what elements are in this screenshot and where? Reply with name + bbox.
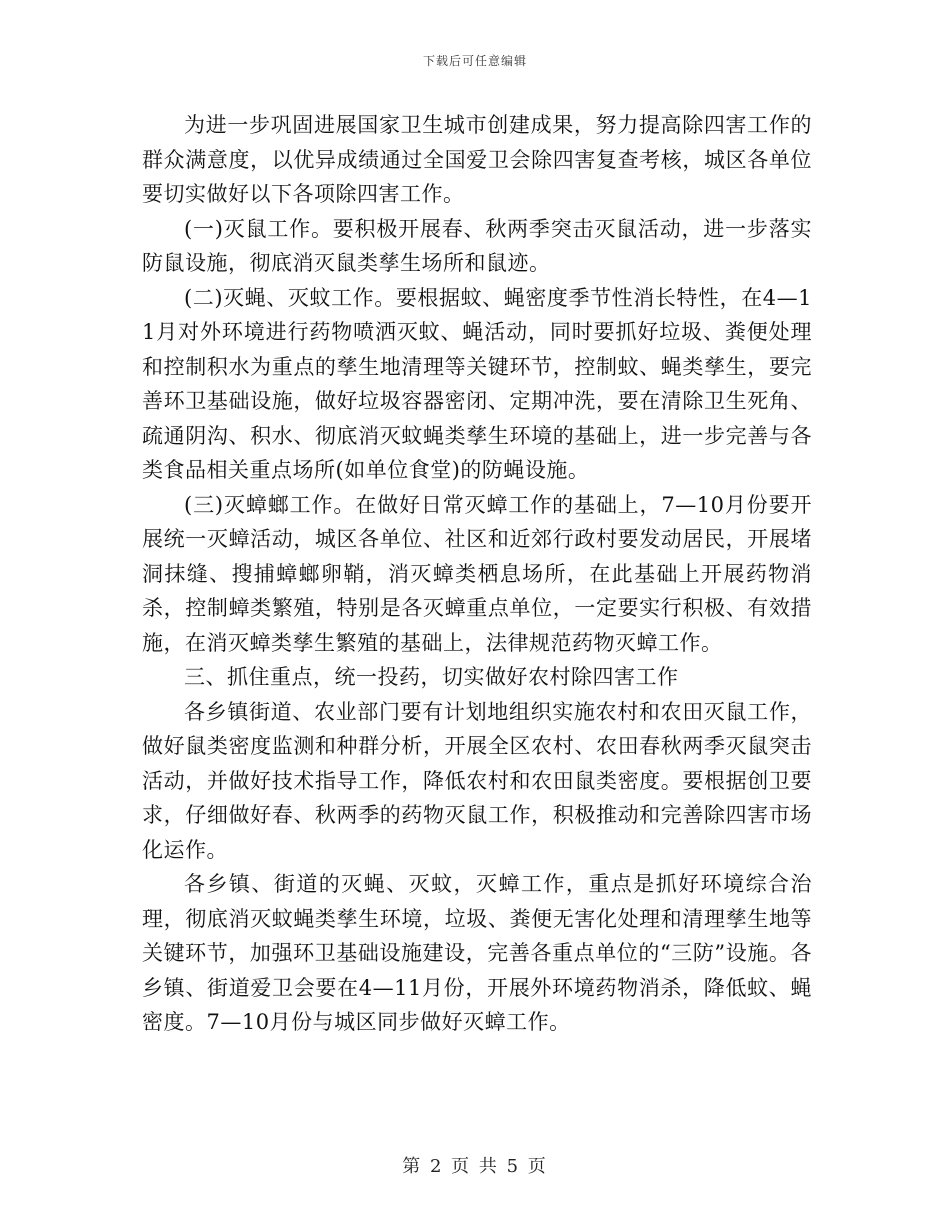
paragraph-rural-pests: 各乡镇、街道的灭蝇、灭蚊，灭蟑工作，重点是抓好环境综合治理，彻底消灭蚊蝇类孳生环境，垃圾、粪便无害化处理和清理孳生地等关键环节，加强环卫基础设施建设，完善各重点单位的“三防”设施。各乡镇、街道爱卫会要在4—11月份，开展外环境药物消杀，降低蚊、蝇密度。7—10月份与城区同步做好灭蟑工作。 bbox=[142, 872, 812, 1034]
section-heading-rural: 三、抓住重点，统一投药，切实做好农村除四害工作 bbox=[184, 665, 679, 689]
document-body bbox=[142, 108, 812, 1040]
page-number: 第 2 页 共 5 页 bbox=[402, 1156, 548, 1177]
paragraph-rodent-control: (一)灭鼠工作。要积极开展春、秋两季突击灭鼠活动，进一步落实防鼠设施，彻底消灭鼠类孳生场所和鼠迹。 bbox=[142, 216, 812, 275]
paragraph-fly-mosquito-control: (二)灭蝇、灭蚊工作。要根据蚊、蝇密度季节性消长特性，在4—11月对外环境进行药物喷洒灭蚊、蝇活动，同时要抓好垃圾、粪便处理和控制积水为重点的孳生地清理等关键环节，控制蚊、蝇类孳生，要完善环卫基础设施，做好垃圾容器密闭、定期冲洗，要在清除卫生死角、疏通阴沟、积水、彻底消灭蚊蝇类孳生环境的基础上，进一步完善与各类食品相关重点场所(如单位食堂)的防蝇设施。 bbox=[142, 285, 812, 482]
paragraph-cockroach-control: (三)灭蟑螂工作。在做好日常灭蟑工作的基础上，7—10月份要开展统一灭蟑活动，城区各单位、社区和近郊行政村要发动居民，开展堵洞抹缝、搜捕蟑螂卵鞘，消灭蟑类栖息场所，在此基础上开展药物消杀，控制蟑类繁殖，特别是各灭蟑重点单位，一定要实行积极、有效措施，在消灭蟑类孳生繁殖的基础上，法律规范药物灭蟑工作。 bbox=[142, 492, 812, 655]
page-header: 下载后可任意编辑 bbox=[422, 54, 527, 68]
paragraph-intro: 为进一步巩固进展国家卫生城市创建成果，努力提高除四害工作的群众满意度，以优异成绩通过全国爱卫会除四害复查考核，城区各单位要切实做好以下各项除四害工作。 bbox=[142, 113, 812, 206]
paragraph-rural-rodent: 各乡镇街道、农业部门要有计划地组织实施农村和农田灭鼠工作，做好鼠类密度监测和种群分析，开展全区农村、农田春秋两季灭鼠突击活动，并做好技术指导工作，降低农村和农田鼠类密度。要根据创卫要求，仔细做好春、秋两季的药物灭鼠工作，积极推动和完善除四害市场化运作。 bbox=[142, 699, 812, 862]
